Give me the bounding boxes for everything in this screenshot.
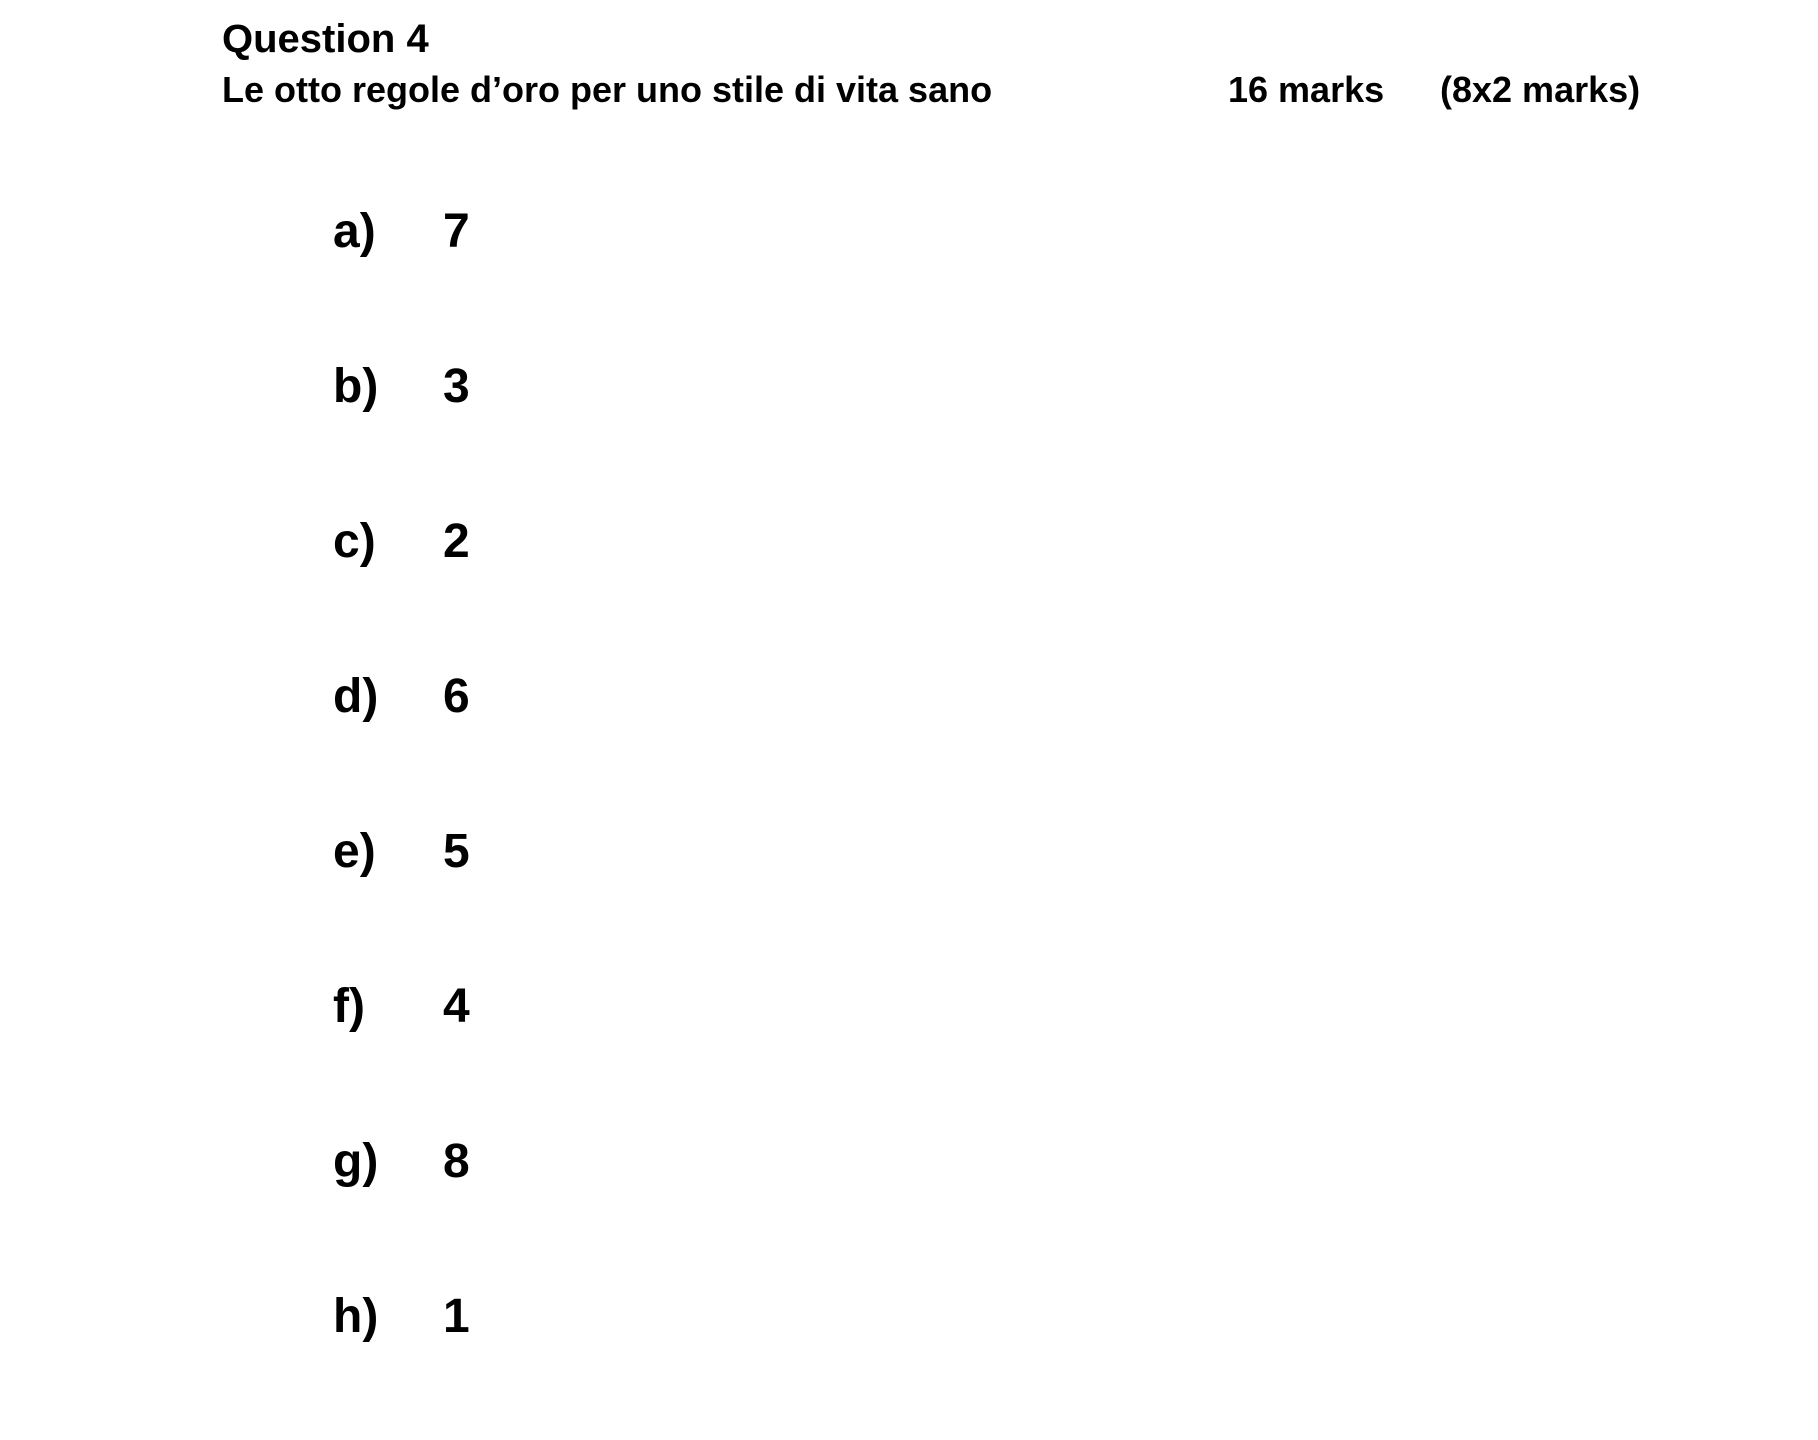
question-header xyxy=(222,14,1722,116)
answer-value: 1 xyxy=(443,1290,470,1343)
question-marks-breakdown: (8x2 marks) xyxy=(1440,69,1641,110)
answer-value: 4 xyxy=(443,980,470,1033)
answer-letter: f) xyxy=(333,980,365,1033)
question-subtitle-row xyxy=(222,64,1722,116)
question-title: Question 4 xyxy=(222,17,429,61)
answer-value: 2 xyxy=(443,515,470,568)
answer-letter: e) xyxy=(333,825,376,878)
answer-value: 6 xyxy=(443,670,470,723)
question-marks: 16 marks xyxy=(1228,69,1385,110)
answer-value: 3 xyxy=(443,360,470,413)
answer-letter: d) xyxy=(333,670,379,723)
answer-letter: a) xyxy=(333,205,376,258)
answer-letter: b) xyxy=(333,360,379,413)
answer-letter: h) xyxy=(333,1290,379,1343)
answer-value: 8 xyxy=(443,1135,470,1188)
answer-value: 5 xyxy=(443,825,470,878)
answer-value: 7 xyxy=(443,205,470,258)
answer-letter: c) xyxy=(333,515,376,568)
question-subtitle: Le otto regole d’oro per uno stile di vita sano xyxy=(222,69,993,110)
answer-letter: g) xyxy=(333,1135,379,1188)
